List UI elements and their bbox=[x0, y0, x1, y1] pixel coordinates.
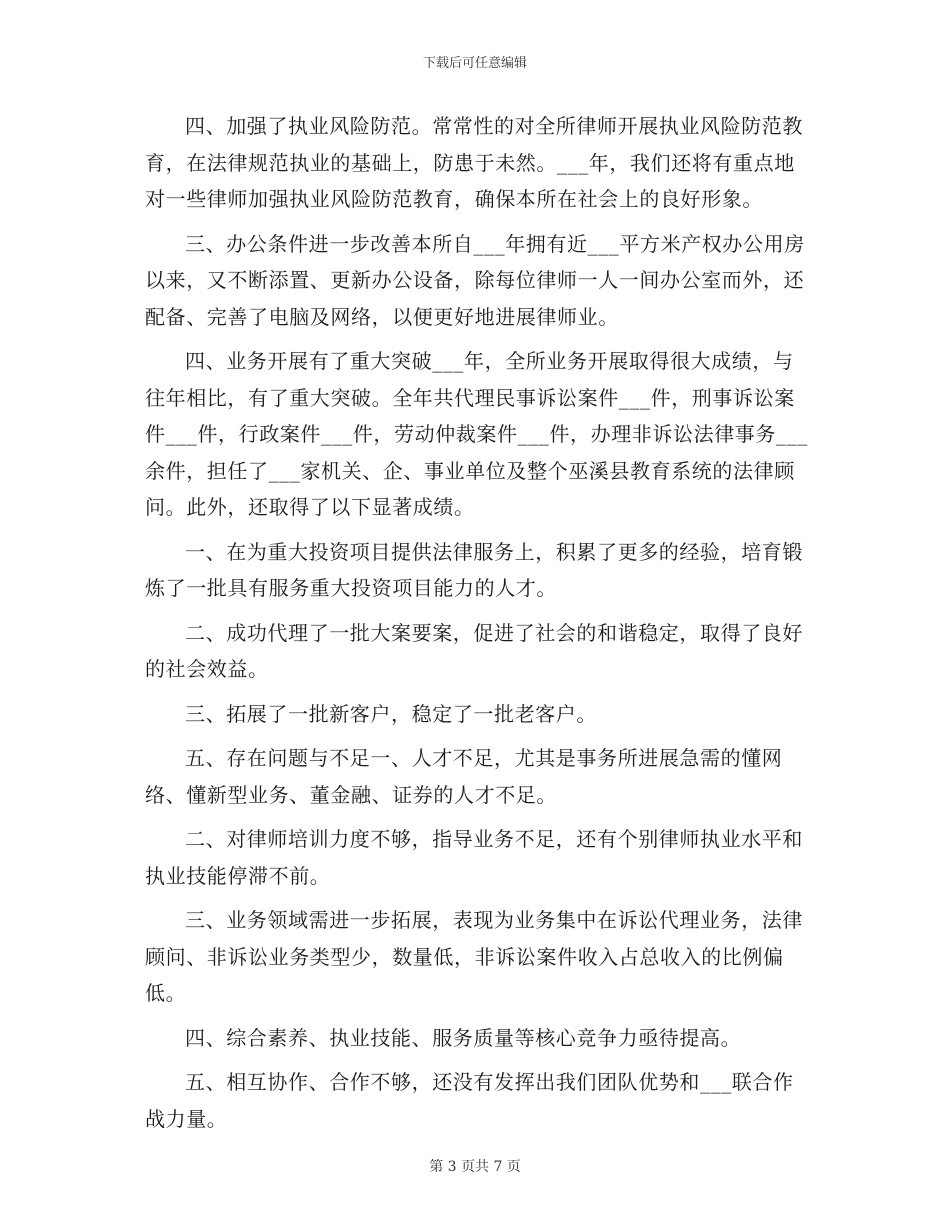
paragraph-5: 二、成功代理了一批大案要案，促进了社会的和谐稳定，取得了良好的社会效益。 bbox=[145, 620, 803, 681]
paragraph-11: 五、相互协作、合作不够，还没有发挥出我们团队优势和___联合作战力量。 bbox=[145, 1070, 794, 1131]
paragraph-9: 三、业务领域需进一步拓展，表现为业务集中在诉讼代理业务，法律顾问、非诉讼业务类型少，数量低，非诉讼案件收入占总收入的比例偏低。 bbox=[145, 908, 803, 1005]
paragraph-10: 四、综合素养、执业技能、服务质量等核心竞争力亟待提高。 bbox=[185, 1025, 742, 1050]
paragraph-1: 四、加强了执业风险防范。常常性的对全所律师开展执业风险防范教育，在法律规范执业的基础上，防患于未然。___年，我们还将有重点地对一些律师加强执业风险防范教育，确保本所在社会上的良好形象。 bbox=[145, 114, 803, 211]
paragraph-8: 二、对律师培训力度不够，指导业务不足，还有个别律师执业水平和执业技能停滞不前。 bbox=[145, 827, 803, 888]
page-footer: 第 3 页共 7 页 bbox=[429, 1159, 521, 1175]
paragraph-2: 三、办公条件进一步改善本所自___年拥有近___平方米产权办公用房以来，又不断添置、更新办公设备，除每位律师一人一间办公室而外，还配备、完善了电脑及网络，以便更好地进展律师业。 bbox=[145, 231, 805, 329]
paragraph-7: 五、存在问题与不足一、人才不足，尤其是事务所进展急需的懂网络、懂新型业务、董金融、证券的人才不足。 bbox=[145, 746, 783, 807]
page-header: 下载后可任意编辑 bbox=[422, 56, 527, 71]
paragraph-3: 四、业务开展有了重大突破___年，全所业务开展取得很大成绩，与往年相比，有了重大突破。全年共代理民事诉讼案件___件，刑事诉讼案件___件，行政案件___件，劳动仲裁案件___件，办理非诉讼法律事务___余件，担任了___家机关、企、事业单位及整个巫溪县教育系统的法律顾问。此外，还取得了以下显著成绩。 bbox=[145, 349, 808, 519]
document-body bbox=[145, 108, 810, 1145]
paragraph-6: 三、拓展了一批新客户，稳定了一批老客户。 bbox=[185, 701, 597, 726]
paragraph-4: 一、在为重大投资项目提供法律服务上，积累了更多的经验，培育锻炼了一批具有服务重大投资项目能力的人才。 bbox=[145, 539, 803, 600]
